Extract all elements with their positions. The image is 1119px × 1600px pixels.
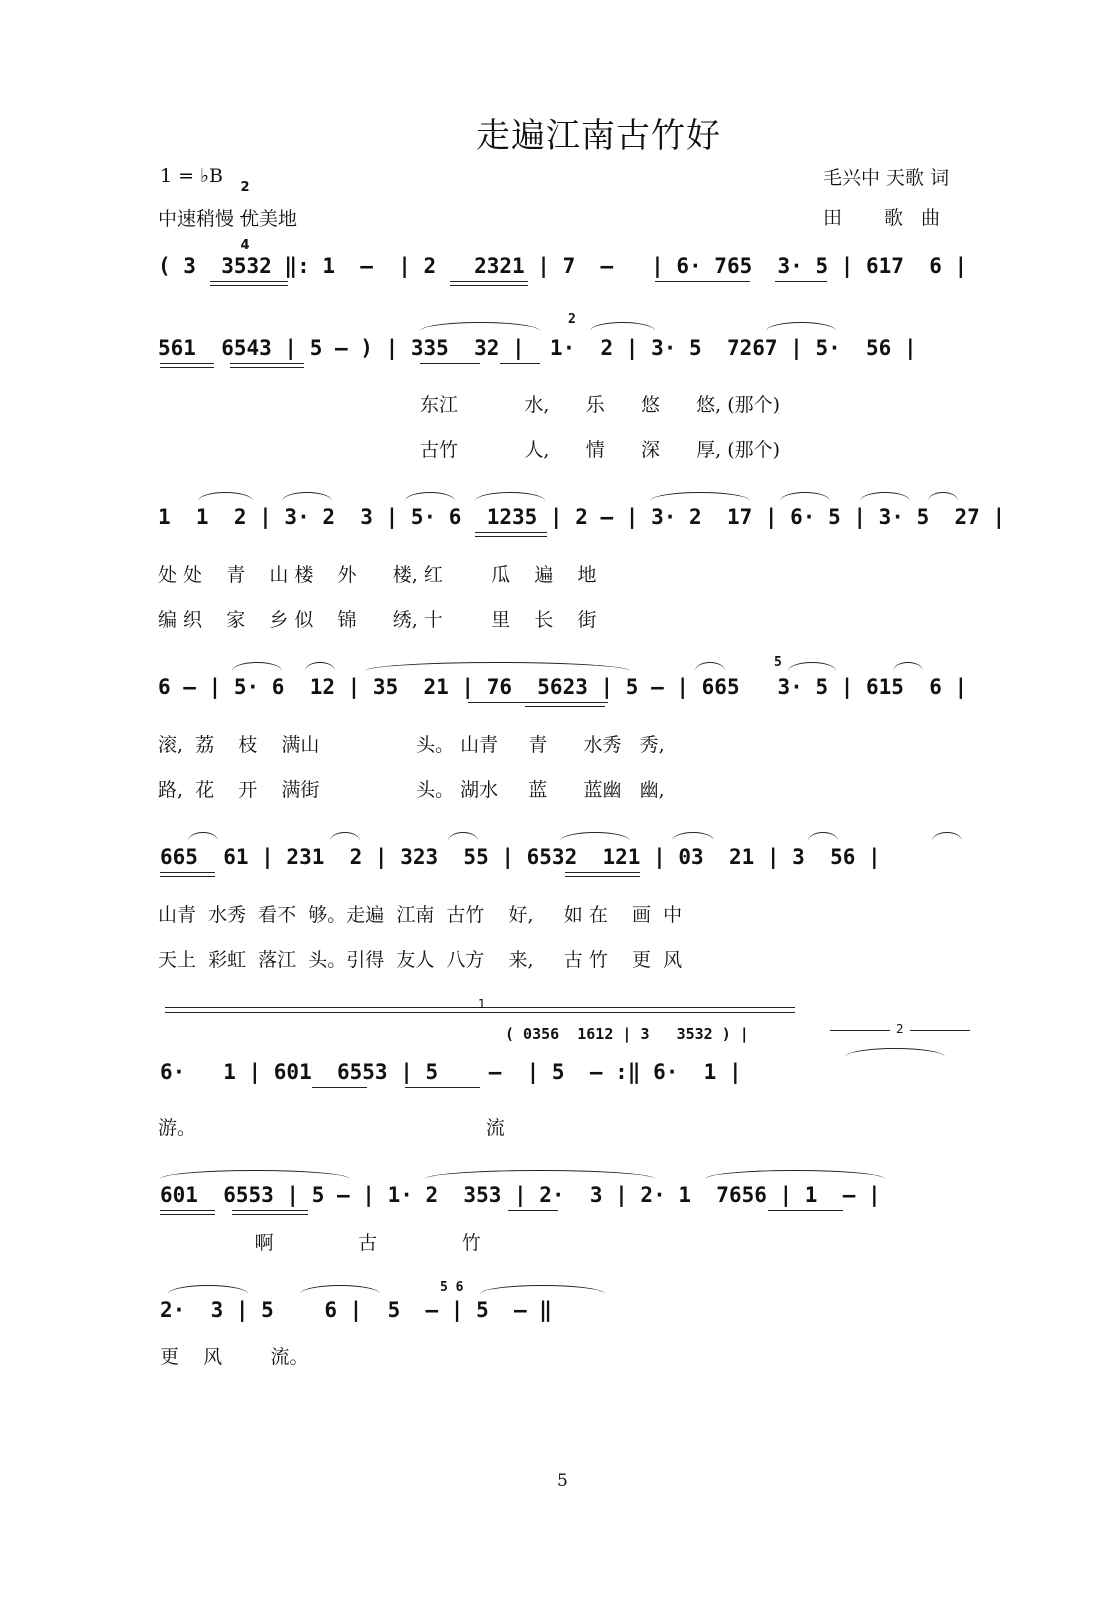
slur [480, 1285, 605, 1294]
underline [405, 1087, 480, 1088]
lyrics-verse-1-row-4: 滚, 荔 枝 满山 头。 山青 青 水秀 秀, [158, 734, 665, 756]
underline [420, 363, 480, 364]
interlude-notes: ( 0356 1612 | 3 3532 ) | [505, 1025, 749, 1043]
slur [705, 1170, 885, 1179]
slur [695, 662, 725, 671]
lyrics-verse-1-row-6: 游。 流 [158, 1117, 505, 1139]
slur [766, 322, 836, 331]
slur [425, 1170, 655, 1179]
score-row-8-notes: 2· 3 | 5 6 | 5 – | 5 – ‖ [160, 1298, 552, 1322]
lyrics-verse-1-row-2: 东江 水, 乐 悠 悠, (那个) [420, 394, 781, 416]
underline [230, 363, 304, 364]
score-row-4-notes: 6 – | 5· 6 12 | 35 21 | 76 5623 | 5 – | 665 3· 5 | 615 6 | [158, 675, 968, 699]
volta-bracket-1b [165, 1012, 795, 1013]
lyrics-verse-1-row-3: 处 处 青 山 楼 外 楼, 红 瓜 遍 地 [158, 564, 597, 586]
lyrics-verse-1-row-7: 啊 古 竹 [158, 1232, 481, 1254]
underline [450, 285, 528, 286]
slur [160, 1170, 350, 1179]
slur [590, 322, 655, 331]
slur [780, 492, 830, 501]
underline [500, 363, 540, 364]
underline [160, 872, 215, 873]
time-signature-top: 2 [240, 180, 250, 195]
lyrics-verse-1-row-5: 山青 水秀 看不 够。走遍 江南 古竹 好, 如 在 画 中 [158, 904, 683, 926]
slur [198, 492, 253, 501]
score-row-1-notes: ( 3 3532 ‖: 1 – | 2 2321 | 7 – | 6· 765 3· 5 | 617 6 | [158, 254, 968, 278]
underline [160, 367, 214, 368]
volta-2-number: 2 [896, 1022, 904, 1036]
underline [210, 285, 288, 286]
grace-note: 2 [568, 312, 576, 327]
slur [305, 662, 335, 671]
score-row-5-notes: 665 61 | 231 2 | 323 55 | 6532 121 | 03 21 | 3 56 | [160, 845, 881, 869]
slur [560, 832, 630, 841]
underline [768, 1210, 843, 1211]
slur [932, 832, 962, 841]
underline [525, 706, 605, 707]
volta-1-number: 1 [478, 997, 486, 1011]
slur [232, 662, 282, 671]
slur [330, 832, 360, 841]
underline [508, 1210, 558, 1211]
score-row-7-notes: 601 6553 | 5 – | 1· 2 353 | 2· 3 | 2· 1 7656 | 1 – | [160, 1183, 881, 1207]
score-row-3-notes: 1 1 2 | 3· 2 3 | 5· 6 1235 | 2 – | 3· 2 17 | 6· 5 | 3· 5 27 | [158, 505, 1006, 529]
slur [845, 1048, 945, 1057]
underline [160, 1214, 215, 1215]
lyricist-credit: 毛兴中 天歌 词 [823, 167, 950, 189]
underline [565, 876, 640, 877]
slur [928, 492, 958, 501]
slur [405, 492, 455, 501]
underline [475, 532, 547, 533]
slur [788, 662, 836, 671]
underline [160, 363, 214, 364]
underline [468, 702, 608, 703]
slur [448, 832, 478, 841]
lyrics-verse-1-row-8: 更 风 流。 [160, 1346, 309, 1368]
score-row-6-notes: 6· 1 | 601 6553 | 5 – | 5 – :‖ 6· 1 | [160, 1060, 742, 1084]
underline [232, 1214, 308, 1215]
score-row-2-notes: 561 6543 | 5 – ) | 335 32 | 1· 2 | 3· 5 7267 | 5· 56 | [158, 336, 917, 360]
underline [565, 872, 640, 873]
underline [160, 876, 215, 877]
slur [365, 662, 630, 671]
underline [230, 367, 304, 368]
song-title: 走遍江南古竹好 [476, 116, 721, 156]
underline [312, 1087, 367, 1088]
slur [420, 322, 540, 331]
volta-bracket-2-left [830, 1030, 890, 1031]
slur [893, 662, 923, 671]
underline [210, 281, 288, 282]
slur [672, 832, 714, 841]
slur [282, 492, 332, 501]
grace-notes-pair: 5 6 [440, 1280, 464, 1295]
slur [650, 492, 750, 501]
key-signature: 1 = ♭B [160, 165, 224, 187]
volta-bracket-2-right [910, 1030, 970, 1031]
time-signature-bottom: 4 [240, 238, 250, 253]
composer-credit: 田 歌曲 [823, 207, 959, 229]
lyrics-verse-2-row-5: 天上 彩虹 落江 头。引得 友人 八方 来, 古 竹 更 风 [158, 949, 683, 971]
underline [475, 536, 547, 537]
lyrics-verse-2-row-3: 编 织 家 乡 似 锦 绣, 十 里 长 街 [158, 609, 597, 631]
slur [475, 492, 545, 501]
slur [188, 832, 218, 841]
underline [450, 281, 528, 282]
slur [300, 1285, 380, 1294]
lyrics-verse-2-row-2: 古竹 人, 情 深 厚, (那个) [420, 439, 781, 461]
underline [232, 1210, 308, 1211]
lyrics-verse-2-row-4: 路, 花 开 满街 头。 湖水 蓝 蓝幽 幽, [158, 779, 665, 801]
tempo-marking: 中速稍慢 优美地 [158, 208, 298, 230]
underline [775, 281, 827, 282]
slur [168, 1285, 248, 1294]
slur [860, 492, 910, 501]
page-number: 5 [557, 1471, 568, 1491]
underline [655, 281, 750, 282]
grace-note: 5 [774, 655, 782, 670]
underline [160, 1210, 215, 1211]
slur [808, 832, 838, 841]
